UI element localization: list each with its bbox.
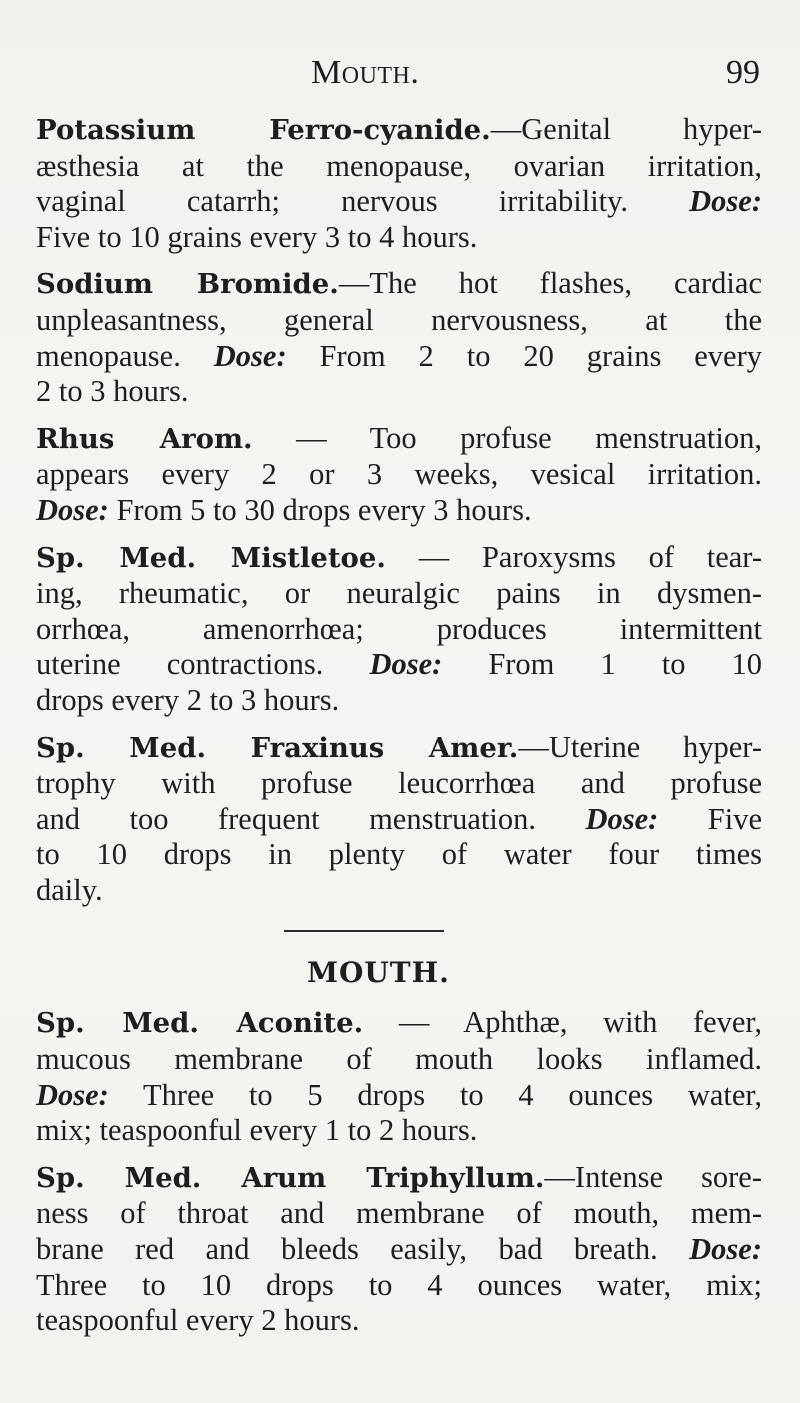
line-text: Three to 5 drops to 4 ounces water, <box>108 1077 762 1112</box>
line-text: 2 to 3 hours. <box>36 374 189 409</box>
line-text: From 5 to 30 drops every 3 hours. <box>108 492 532 527</box>
text-line <box>36 1005 762 1042</box>
remedy-name: Sp. Med. Arum Triphyllum. <box>36 1161 545 1194</box>
remedy-name: Sp. Med. Fraxinus Amer. <box>36 731 519 764</box>
text-line <box>36 303 762 339</box>
line-text: From 2 to 20 grains every <box>286 338 762 373</box>
text-line <box>36 1196 762 1232</box>
line-text: Five to 10 grains every 3 to 4 hours. <box>36 219 478 254</box>
line-text: brane red and bleeds easily, bad breath. <box>36 1232 690 1267</box>
dose-label: Dose: <box>689 1232 762 1267</box>
text-line <box>36 339 762 375</box>
line-text: orrhœa, amenorrhœa; produces intermittent <box>36 611 762 646</box>
text-line <box>36 1042 762 1078</box>
text-line <box>36 1232 762 1268</box>
text-line <box>36 647 762 683</box>
line-text: unpleasantness, general nervousness, at the <box>36 302 762 337</box>
line-text: menopause. <box>36 338 214 373</box>
remedy-entry <box>36 1160 762 1339</box>
line-text: — Too profuse menstruation, <box>252 420 762 455</box>
line-text: —The hot flashes, cardiac <box>338 266 762 301</box>
text-line <box>36 1113 762 1149</box>
text-line <box>36 374 762 410</box>
remedy-entry <box>36 730 762 909</box>
line-text: From 1 to 10 <box>442 647 762 682</box>
text-line <box>36 421 762 458</box>
line-text: ness of throat and membrane of mouth, mem- <box>36 1196 762 1231</box>
text-line <box>36 184 762 220</box>
line-text: appears every 2 or 3 weeks, vesical irritation. <box>36 457 762 492</box>
text-line <box>36 1078 762 1114</box>
dose-label: Dose: <box>213 338 287 373</box>
remedy-name: Sp. Med. Mistletoe. <box>36 541 386 574</box>
remedy-entry <box>36 266 762 409</box>
remedy-entry <box>36 112 762 255</box>
line-text: —Genital hyper- <box>490 112 762 146</box>
text-line <box>36 1268 762 1304</box>
line-text: ing, rheumatic, or neuralgic pains in dysmen- <box>36 576 762 611</box>
line-text: daily. <box>36 872 103 907</box>
line-text: mix; teaspoonful every 1 to 2 hours. <box>36 1113 478 1148</box>
text-line <box>36 766 762 802</box>
text-line <box>36 837 762 873</box>
line-text: Five <box>658 801 762 836</box>
line-text: to 10 drops in plenty of water four times <box>36 837 762 872</box>
section-divider <box>284 930 444 932</box>
text-line <box>36 683 762 719</box>
remedy-name: Rhus Arom. <box>36 422 253 455</box>
remedy-list-mouth <box>36 1005 762 1338</box>
text-line <box>36 802 762 838</box>
dose-label: Dose: <box>369 647 443 682</box>
remedy-entry <box>36 1005 762 1148</box>
line-text: æsthesia at the menopause, ovarian irritation, <box>36 148 762 183</box>
line-text: Three to 10 drops to 4 ounces water, mix; <box>36 1267 762 1302</box>
line-text: — Paroxysms of tear- <box>385 539 763 574</box>
dose-label: Dose: <box>36 492 109 527</box>
dose-label: Dose: <box>36 1077 109 1112</box>
remedy-name: Sp. Med. Aconite. <box>36 1007 364 1040</box>
text-line <box>36 457 762 493</box>
page-body <box>36 112 762 1350</box>
remedy-name: Potassium Ferro-cyanide. <box>36 114 491 146</box>
line-text: uterine contractions. <box>36 647 370 682</box>
running-head: Mouth. <box>311 54 420 91</box>
text-line <box>36 540 762 577</box>
line-text: — Aphthæ, with fever, <box>363 1005 762 1040</box>
text-line <box>36 149 762 185</box>
text-line <box>36 576 762 612</box>
remedy-name: Sodium Bromide. <box>36 268 339 301</box>
line-text: trophy with profuse leucorrhœa and profuse <box>36 766 762 801</box>
line-text: teaspoonful every 2 hours. <box>36 1303 360 1338</box>
remedy-list-top <box>36 112 762 908</box>
text-line <box>36 730 762 767</box>
text-line <box>36 493 762 529</box>
text-line <box>36 266 762 303</box>
text-line <box>36 112 762 149</box>
dose-label: Dose: <box>689 184 762 219</box>
text-line <box>36 1160 762 1197</box>
line-text: —Intense sore- <box>544 1159 762 1194</box>
text-line <box>36 1303 762 1339</box>
text-line <box>36 873 762 909</box>
line-text: and too frequent menstruation. <box>36 801 586 836</box>
text-line <box>36 220 762 256</box>
dose-label: Dose: <box>585 801 659 836</box>
text-line <box>36 612 762 648</box>
line-text: —Uterine hyper- <box>518 729 762 764</box>
remedy-entry <box>36 421 762 529</box>
page-number: 99 <box>726 54 760 91</box>
line-text: mucous membrane of mouth looks inflamed. <box>36 1042 762 1077</box>
section-title: MOUTH. <box>307 956 450 990</box>
line-text: vaginal catarrh; nervous irritability. <box>36 184 690 219</box>
remedy-entry <box>36 540 762 719</box>
page-header <box>36 54 760 94</box>
line-text: drops every 2 to 3 hours. <box>36 682 340 717</box>
